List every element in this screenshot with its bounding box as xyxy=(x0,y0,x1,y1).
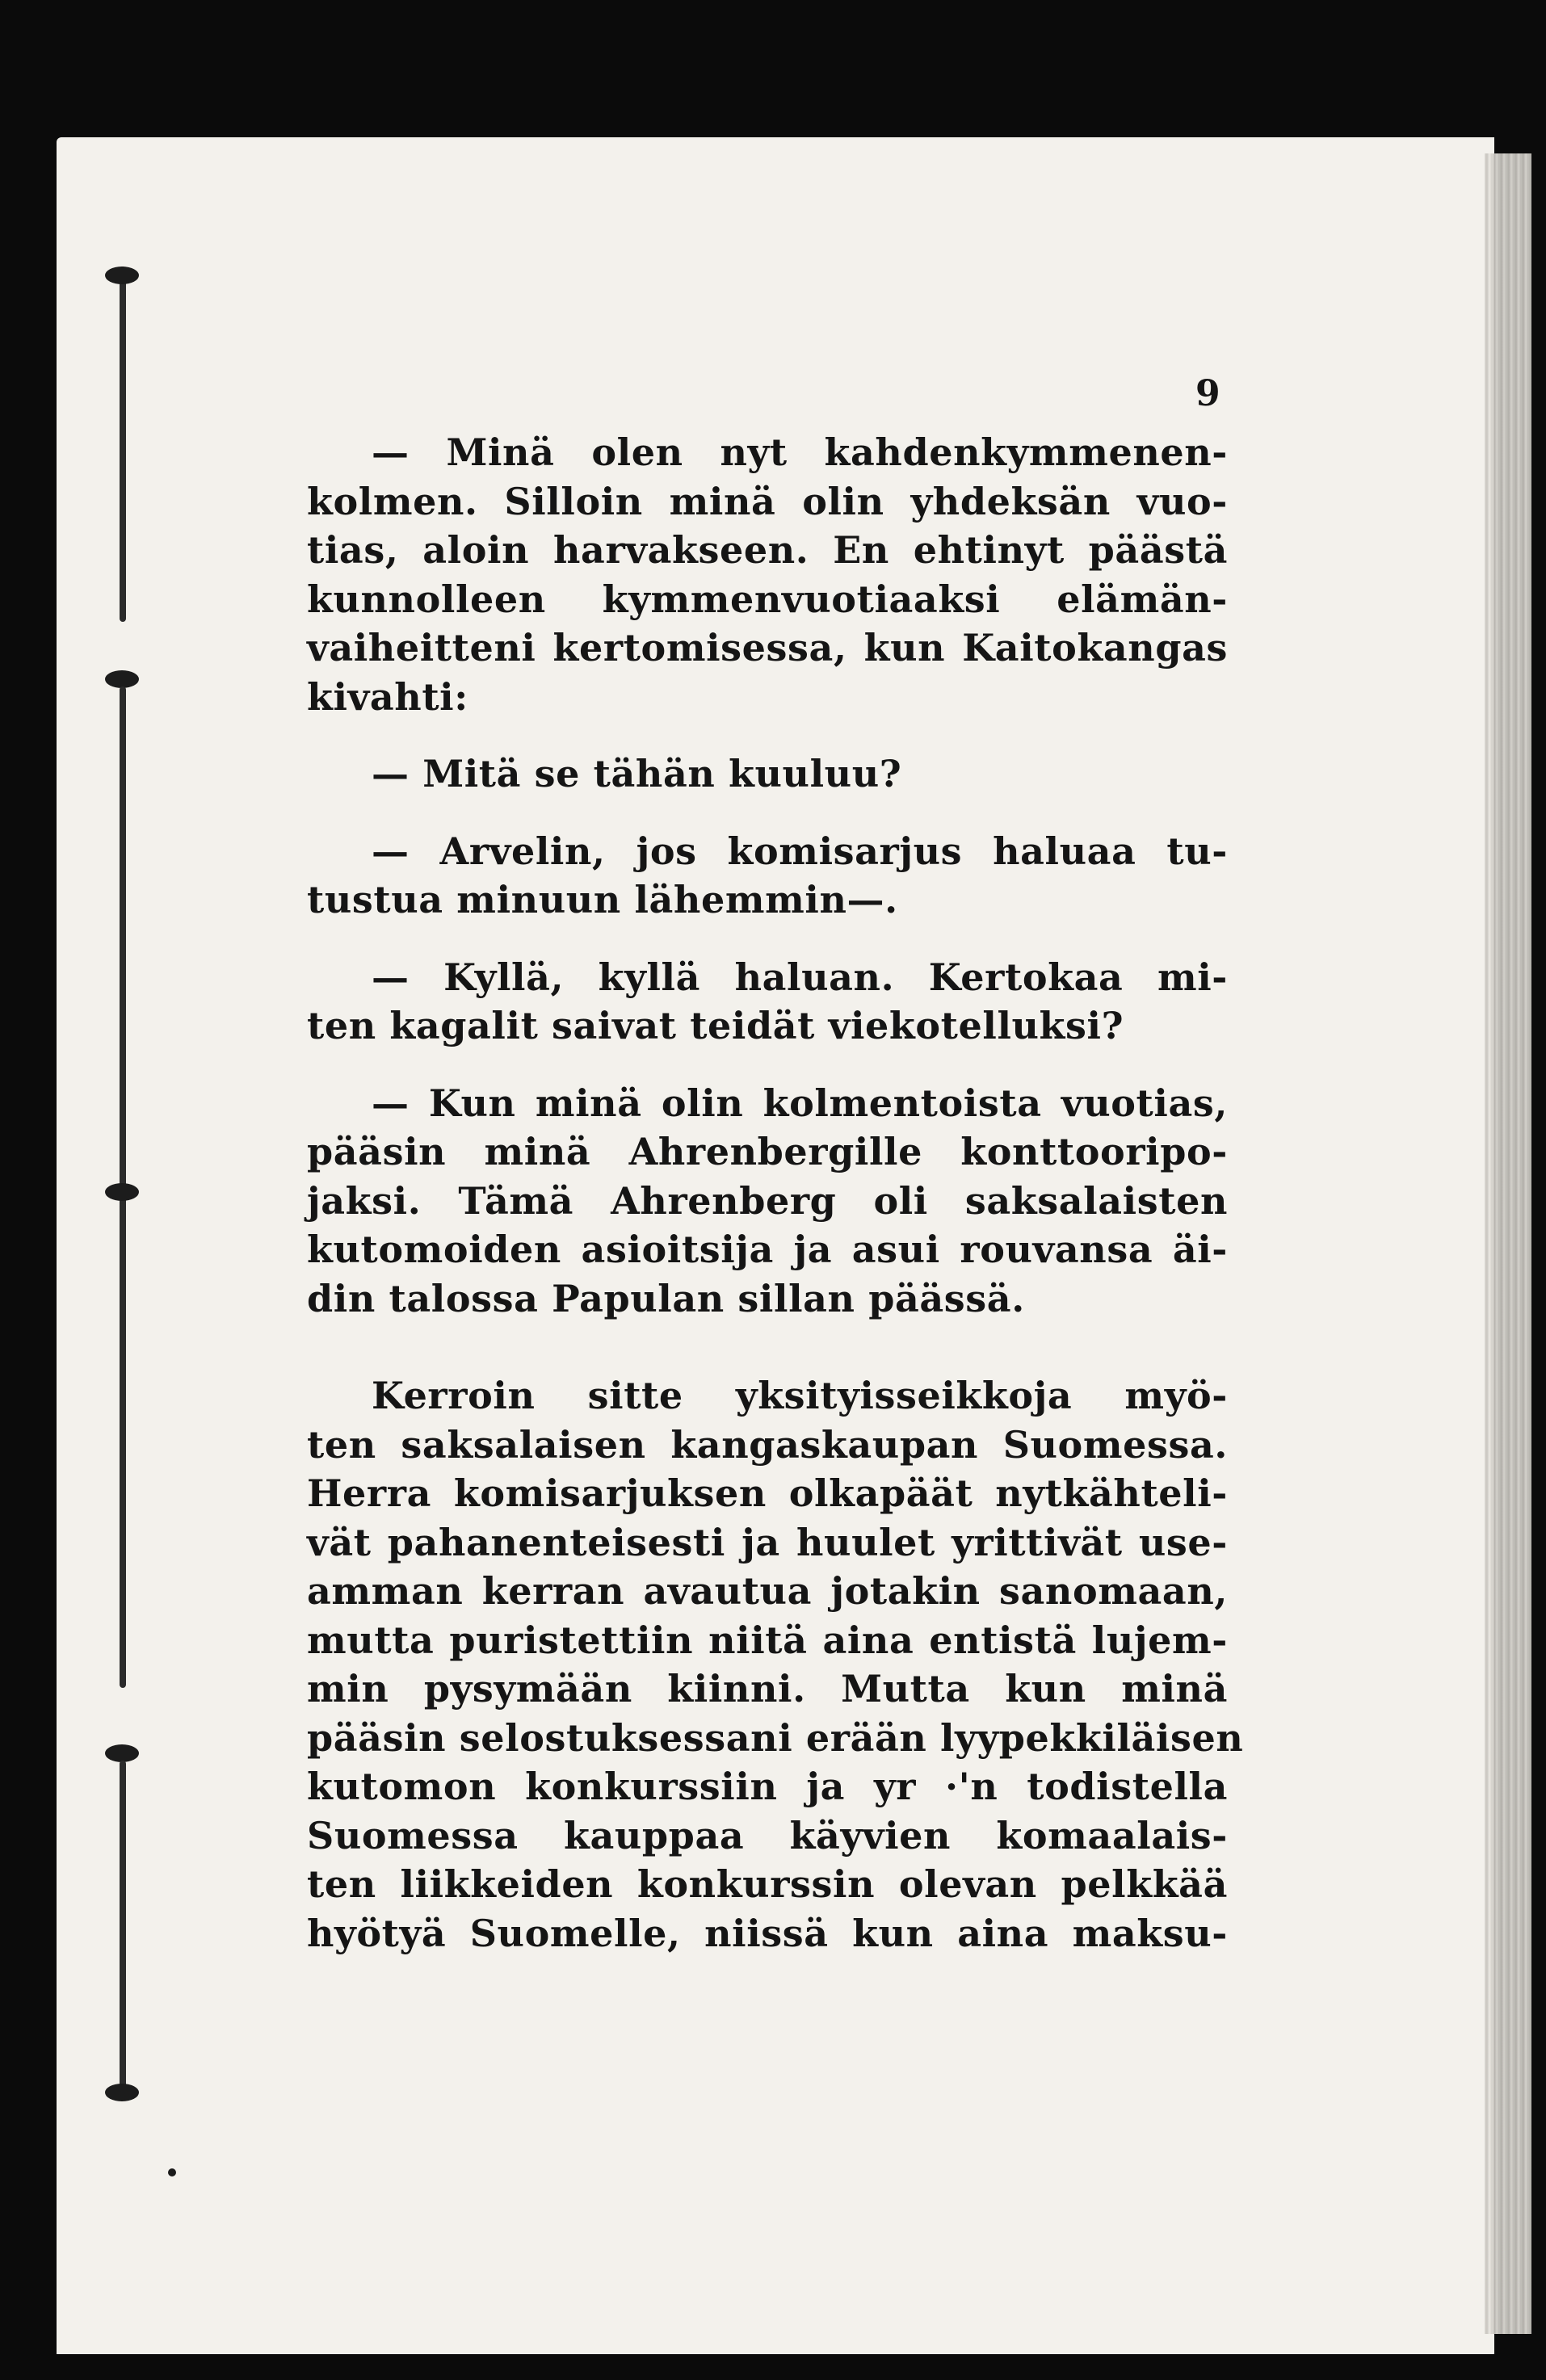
text-line: amman kerran avautua jotakin sanomaan, xyxy=(307,1569,1228,1613)
text-line: Herra komisarjuksen olkapäät nytkähteli- xyxy=(307,1471,1228,1515)
text-line: hyötyä Suomelle, niissä kun aina maksu- xyxy=(307,1911,1228,1955)
binding-stitch xyxy=(105,670,139,688)
text-line: tustua minuun lähemmin—. xyxy=(307,878,898,921)
binding-thread xyxy=(120,267,126,622)
text-line: ten kagalit saivat teidät viekotelluksi? xyxy=(307,1004,1124,1047)
binding-thread xyxy=(120,1761,126,2100)
paragraph xyxy=(307,1079,1228,1324)
text-line: ten saksalaisen kangaskaupan Suomessa. xyxy=(307,1422,1228,1467)
text-line: pääsin minä Ahrenbergille konttooripo- xyxy=(307,1130,1228,1173)
text-line: vät pahanenteisesti ja huulet yrittivät use- xyxy=(307,1520,1228,1564)
paragraph xyxy=(307,953,1228,1051)
text-line: kutomoiden asioitsija ja asui rouvansa äi- xyxy=(307,1228,1228,1271)
page-edge xyxy=(1485,153,1531,2334)
text-line: din talossa Papulan sillan päässä. xyxy=(307,1276,1025,1320)
text-line: — Kyllä, kyllä haluan. Kertokaa mi- xyxy=(372,955,1228,999)
binding-stitch xyxy=(105,267,139,284)
book-spine-binding xyxy=(97,267,145,2124)
text-line: — Arvelin, jos komisarjus haluaa tu- xyxy=(372,829,1228,873)
text-line: kolmen. Silloin minä olin yhdeksän vuo- xyxy=(307,479,1228,523)
paragraph xyxy=(307,428,1228,721)
page-text xyxy=(307,428,1244,1958)
binding-thread xyxy=(120,686,126,1252)
text-line: ten liikkeiden konkurssin olevan pelkkää xyxy=(307,1862,1228,1906)
text-line: mutta puristettiin niitä aina entistä lujem- xyxy=(307,1618,1228,1662)
text-line: vaiheitteni kertomisessa, kun Kaitokangas xyxy=(307,626,1228,670)
text-line: jaksi. Tämä Ahrenberg oli saksalaisten xyxy=(307,1178,1228,1223)
page-number: 9 xyxy=(1195,373,1220,414)
text-line: pääsin selostuksessani erään lyypekkiläisen xyxy=(307,1715,1244,1760)
text-line: Suomessa kauppaa käyvien komaalais- xyxy=(307,1813,1228,1857)
text-line: kunnolleen kymmenvuotiaaksi elämän- xyxy=(307,577,1228,621)
binding-thread xyxy=(120,1203,126,1688)
paragraph xyxy=(307,1371,1244,1958)
binding-stitch xyxy=(105,1744,139,1762)
binding-stitch xyxy=(105,1183,139,1201)
text-line: min pysymään kiinni. Mutta kun minä xyxy=(307,1667,1228,1710)
paragraph xyxy=(307,827,1228,925)
text-line: kutomon konkurssiin ja yr ·'n todistella xyxy=(307,1765,1228,1808)
paragraph xyxy=(307,749,1228,799)
text-line: kivahti: xyxy=(307,674,468,719)
text-line: Kerroin sitte yksityisseikkoja myö- xyxy=(372,1374,1228,1417)
text-line: — Minä olen nyt kahdenkymmenen- xyxy=(372,430,1228,474)
text-line: tias, aloin harvakseen. En ehtinyt päästä xyxy=(307,528,1228,572)
binding-stitch xyxy=(105,2084,139,2101)
ink-speck xyxy=(168,2168,176,2176)
text-line: — Mitä se tähän kuuluu? xyxy=(372,752,902,795)
text-line: — Kun minä olin kolmentoista vuotias, xyxy=(372,1081,1228,1125)
